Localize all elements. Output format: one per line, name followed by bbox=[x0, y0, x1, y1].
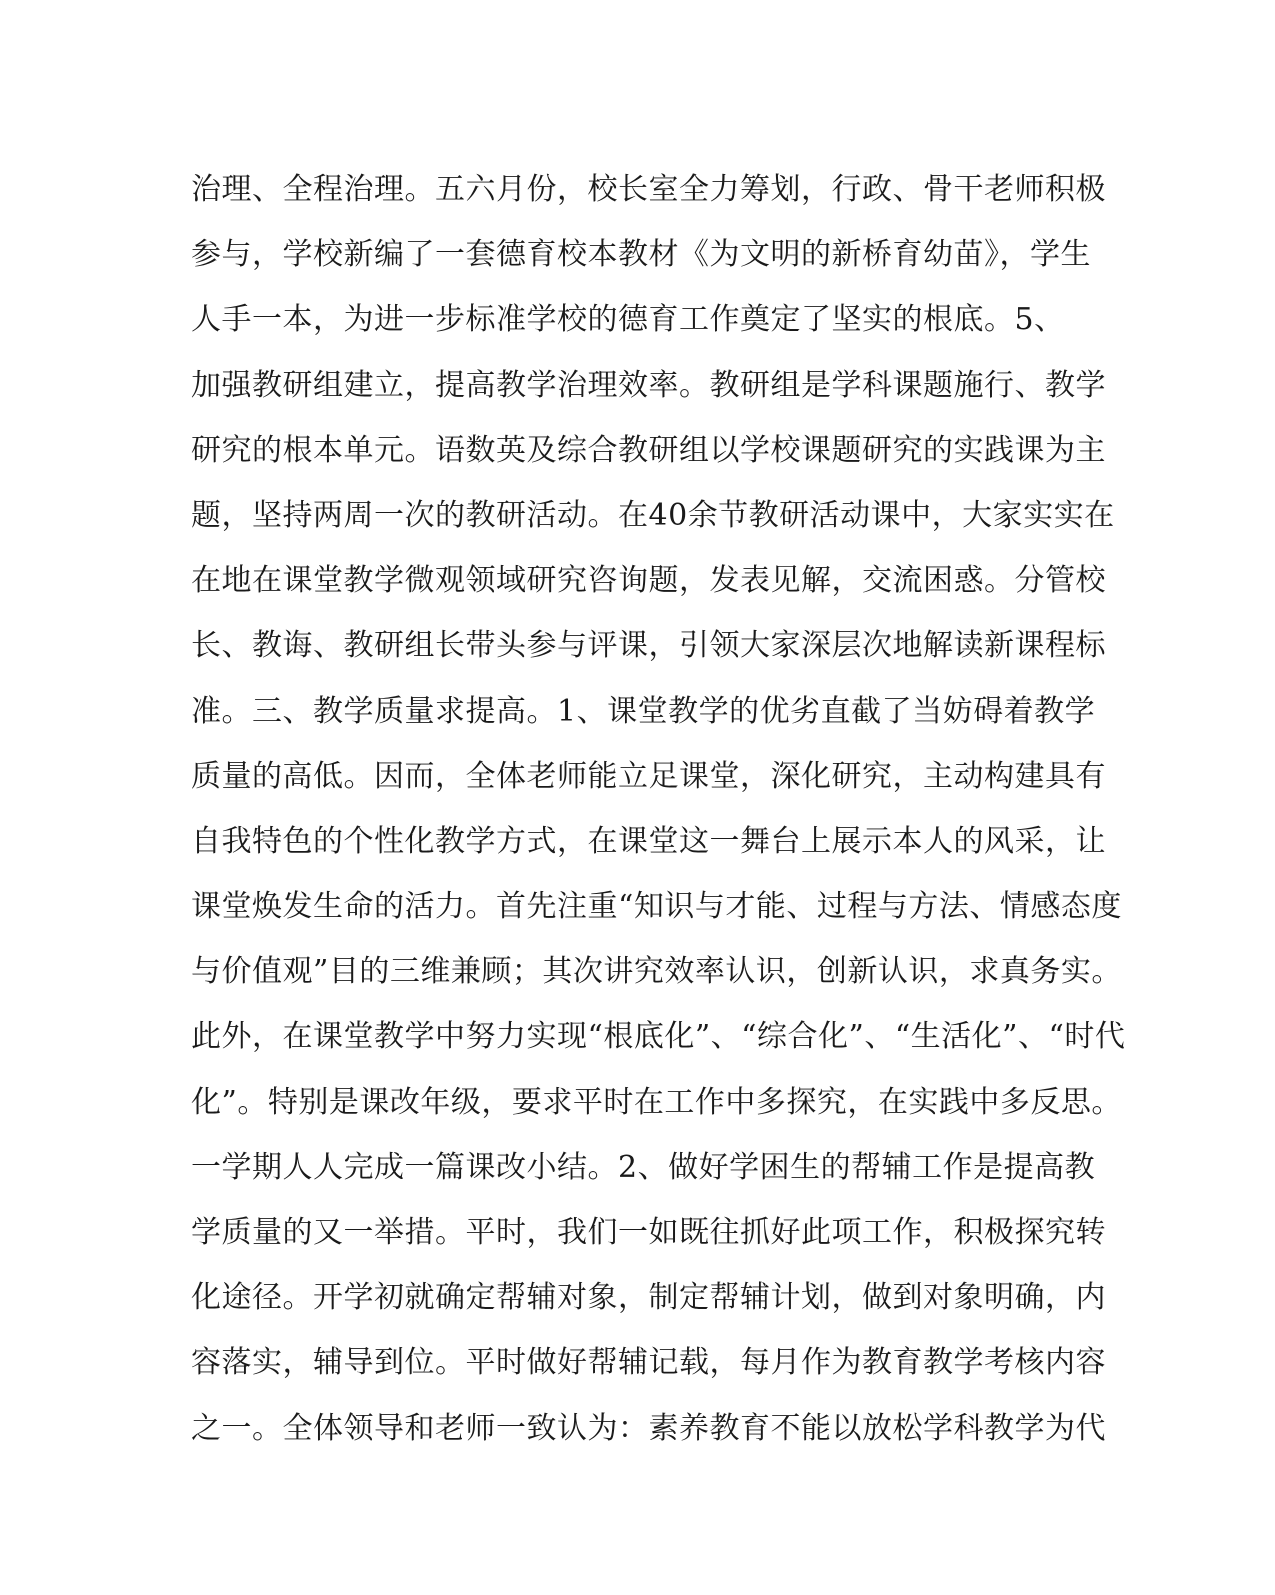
text-line: 质量的高低。因而，全体老师能立足课堂，深化研究，主动构建具有 bbox=[191, 758, 1106, 794]
text-line: 研究的根本单元。语数英及综合教研组以学校课题研究的实践课为主 bbox=[191, 432, 1106, 468]
text-line: 治理、全程治理。五六月份，校长室全力筹划，行政、骨干老师积极 bbox=[191, 172, 1106, 207]
text-line: 准。三、教学质量求提高。1、课堂教学的优劣直截了当妨碍着教学 bbox=[191, 693, 1096, 729]
text-line: 与价值观”目的三维兼顾；其次讲究效率认识，创新认识，求真务实。 bbox=[191, 954, 1122, 990]
text-line: 加强教研组建立，提高教学治理效率。教研组是学科课题施行、教学 bbox=[191, 367, 1106, 403]
text-line: 一学期人人完成一篇课改小结。2、做好学困生的帮辅工作是提高教 bbox=[191, 1149, 1096, 1185]
body-text bbox=[191, 157, 1126, 1461]
text-line: 化”。特别是课改年级，要求平时在工作中多探究，在实践中多反思。 bbox=[191, 1084, 1122, 1120]
text-line: 题，坚持两周一次的教研活动。在40余节教研活动课中，大家实实在 bbox=[191, 497, 1115, 533]
text-line: 自我特色的个性化教学方式，在课堂这一舞台上展示本人的风采，让 bbox=[191, 823, 1106, 859]
text-line: 长、教诲、教研组长带头参与评课，引领大家深层次地解读新课程标 bbox=[191, 628, 1106, 664]
text-line: 在地在课堂教学微观领域研究咨询题，发表见解，交流困惑。分管校 bbox=[191, 563, 1106, 599]
text-line: 之一。全体领导和老师一致认为：素养教育不能以放松学科教学为代 bbox=[191, 1410, 1106, 1446]
text-line: 化途径。开学初就确定帮辅对象，制定帮辅计划，做到对象明确，内 bbox=[191, 1280, 1106, 1316]
text-line: 人手一本，为进一步标准学校的德育工作奠定了坚实的根底。5、 bbox=[191, 302, 1065, 338]
text-line: 容落实，辅导到位。平时做好帮辅记载，每月作为教育教学考核内容 bbox=[191, 1345, 1106, 1381]
text-line: 此外，在课堂教学中努力实现“根底化”、“综合化”、“生活化”、“时代 bbox=[191, 1019, 1126, 1055]
text-line: 课堂焕发生命的活力。首先注重“知识与才能、过程与方法、情感态度 bbox=[191, 889, 1122, 925]
text-line: 参与，学校新编了一套德育校本教材《为文明的新桥育幼苗》，学生 bbox=[191, 237, 1091, 273]
text-line: 学质量的又一举措。平时，我们一如既往抓好此项工作，积极探究转 bbox=[191, 1215, 1106, 1250]
